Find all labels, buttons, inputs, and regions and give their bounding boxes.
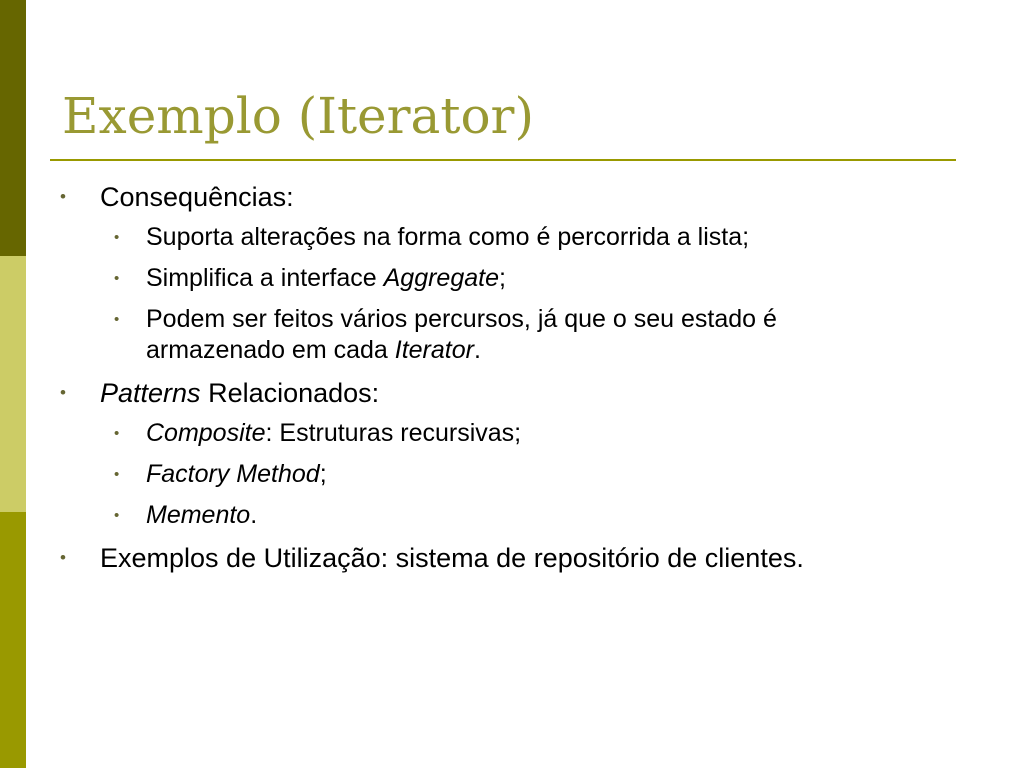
sidebar-band-light bbox=[0, 256, 26, 512]
sub-bullet-text bbox=[146, 418, 960, 449]
bullet-dot-icon: • bbox=[114, 425, 120, 442]
italic-term: Memento bbox=[146, 501, 251, 529]
sub-bullet-factory bbox=[60, 459, 960, 490]
sub-bullet-text bbox=[146, 500, 960, 531]
italic-term: Composite bbox=[146, 419, 266, 447]
text-part: ; bbox=[498, 264, 506, 292]
text-part: . bbox=[473, 336, 481, 364]
italic-term: Factory Method bbox=[146, 460, 320, 488]
bullet-text: Consequências: bbox=[100, 182, 294, 212]
sub-bullet-text-line2 bbox=[146, 335, 960, 366]
text-part: : Estruturas recursivas; bbox=[265, 419, 522, 447]
bullet-text bbox=[100, 378, 379, 408]
italic-term: Aggregate bbox=[383, 264, 499, 292]
text-part: . bbox=[250, 501, 258, 529]
bullet-patterns bbox=[60, 376, 960, 410]
sub-bullet-text bbox=[146, 459, 960, 490]
sub-bullet-text-line1: Podem ser feitos vários percursos, já que o seu estado é bbox=[146, 305, 777, 333]
sub-bullet-simplifica bbox=[60, 263, 960, 294]
decorative-sidebar bbox=[0, 0, 26, 768]
bullet-consequencias bbox=[60, 180, 960, 214]
sub-bullet-text: Suporta alterações na forma como é percorrida a lista; bbox=[146, 223, 750, 251]
slide-title: Exemplo (Iterator) bbox=[62, 87, 534, 145]
bullet-list bbox=[60, 180, 960, 583]
text-part: Simplifica a interface bbox=[146, 264, 384, 292]
sub-bullet-percursos bbox=[60, 304, 960, 366]
sub-bullet-composite bbox=[60, 418, 960, 449]
bullet-dot-icon: • bbox=[60, 383, 66, 402]
bullet-dot-icon: • bbox=[114, 507, 120, 524]
bullet-exemplos bbox=[60, 541, 960, 575]
bullet-dot-icon: • bbox=[60, 187, 66, 206]
bullet-dot-icon: • bbox=[114, 466, 120, 483]
bullet-dot-icon: • bbox=[114, 311, 120, 328]
bullet-dot-icon: • bbox=[60, 548, 66, 567]
italic-term: Iterator bbox=[394, 336, 474, 364]
bullet-dot-icon: • bbox=[114, 270, 120, 287]
text-part: Relacionados: bbox=[200, 378, 380, 408]
sidebar-band-dark bbox=[0, 0, 26, 256]
bullet-text: Exemplos de Utilização: sistema de repositório de clientes. bbox=[100, 543, 804, 573]
sub-bullet-memento bbox=[60, 500, 960, 531]
sidebar-band-mid bbox=[0, 512, 26, 768]
sub-bullet-alteracoes bbox=[60, 222, 960, 253]
title-divider bbox=[50, 159, 956, 161]
text-part: ; bbox=[319, 460, 327, 488]
italic-term: Patterns bbox=[100, 378, 201, 408]
sub-bullet-text bbox=[146, 263, 960, 294]
text-part: armazenado em cada bbox=[146, 336, 395, 364]
bullet-dot-icon: • bbox=[114, 229, 120, 246]
